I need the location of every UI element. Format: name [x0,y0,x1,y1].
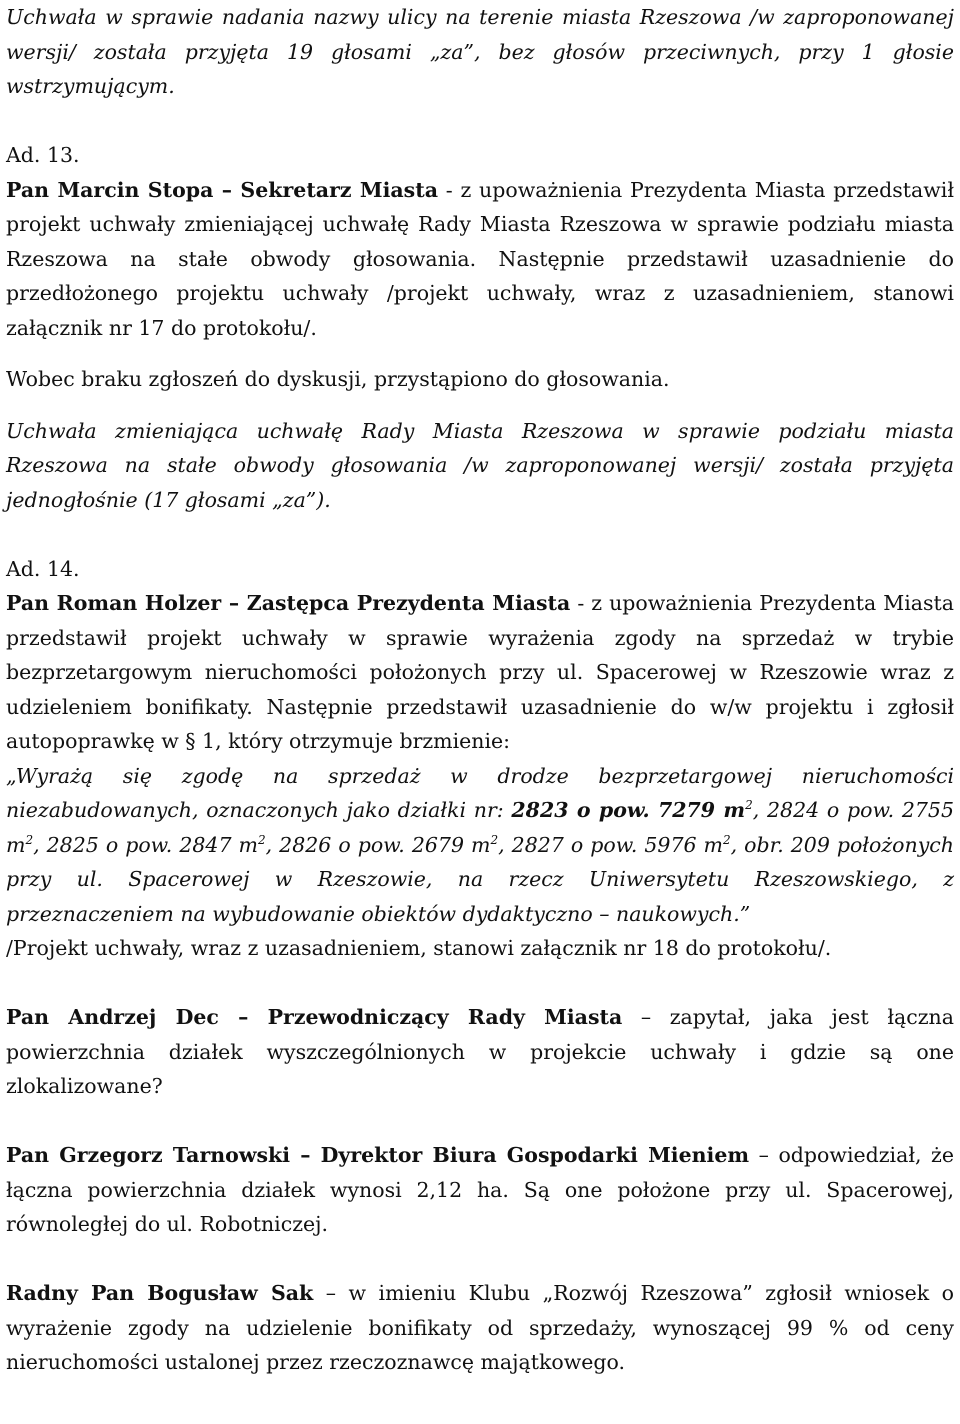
quote-part: 2823 o pow. 7279 m [511,798,746,822]
spacer [6,1242,954,1277]
spacer [6,966,954,1001]
speaker-name: Pan Andrzej Dec – Przewodniczący Rady Miasta [6,1005,623,1029]
presentation-text: - z upoważnienia Prezydenta Miasta przedstawił projekt uchwały w sprawie wyrażenia zgody na sprzedaż w trybie bezprzetargowym nieruchomości położonych przy ul. Spacerowej w Rzeszowie wraz z udzieleniem bonifikaty. Następnie przedstawił uzasadnienie do w/w projektu i zgłosił autopoprawkę w § 1, który otrzymuje brzmienie: [6,591,954,753]
presentation-text: - z upoważnienia Prezydenta Miasta przedstawił projekt uchwały zmieniającej uchwałę Rady Miasta Rzeszowa w sprawie podziału miasta Rzeszowa na stałe obwody głosowania. Następnie przedstawił uzasadnienie do przedłożonego projektu uchwały /projekt uchwały, wraz z uzasadnieniem, stanowi załącznik nr 17 do protokołu/. [6,177,954,340]
speaker-name: Radny Pan Bogusław Sak [6,1281,314,1305]
speaker-name: Pan Roman Holzer – Zastępca Prezydenta Miasta [6,591,571,615]
quote-part: , 2827 o pow. 5976 m [498,832,723,857]
answer-text: – odpowiedział, że łączna powierzchnia działek wynosi 2,12 ha. Są one położone przy ul. Spacerowej, równoległej do ul. Robotniczej. [6,1143,954,1236]
spacer [6,397,954,414]
ad13-presentation [6,173,954,346]
spacer [6,345,954,362]
speaker-name: Pan Marcin Stopa – Sekretarz Miasta [6,177,438,202]
agenda-heading-13: Ad. 13. [6,143,80,167]
quote-part: , obr. 209 położonych przy ul. Spacerowej w Rzeszowie, na rzecz Uniwersytetu Rzeszowskiego, z przeznaczeniem na wybudowanie obiektów dydaktyczno – naukowych.” [6,832,954,926]
resolution-text: Uchwała zmieniająca uchwałę Rady Miasta Rzeszowa w sprawie podziału miasta Rzeszowa na stałe obwody głosowania /w zaproponowanej wersji/ została przyjęta jednogłośnie [6,418,954,512]
ad13-discussion: Wobec braku zgłoszeń do dyskusji, przystąpiono do głosowania. [6,367,670,391]
question-text: – zapytał, jaka jest łączna powierzchnia działek wyszczególnionych w projekcie uchwały i gdzie są one zlokalizowane? [6,1005,954,1098]
superscript: 2 [745,798,753,813]
spacer [6,104,954,139]
motion-text: – w imieniu Klubu „Rozwój Rzeszowa” zgłosił wniosek o wyrażenie zgody na udzielenie bonifikaty od sprzedaży, wynoszącej 99 % od ceny nieruchomości ustalonej przez rzeczoznawcę majątkowego. [6,1281,954,1374]
ad14-presentation [6,586,954,759]
quote-part: , 2826 o pow. 2679 m [265,832,491,857]
superscript: 2 [490,832,499,847]
ad14-amendment-quote [6,759,954,932]
agenda-heading-14: Ad. 14. [6,556,80,581]
quote-part: , 2825 o pow. 2847 m [33,832,258,857]
ad13-resolution [6,414,954,518]
spacer [6,517,954,552]
ad14-answer [6,1138,954,1242]
ad14-attachment-note: /Projekt uchwały, wraz z uzasadnieniem, stanowi załącznik nr 18 do protokołu/. [6,936,832,960]
spacer [6,1104,954,1139]
resolution-votes: (17 głosami „za”). [144,487,331,512]
quote-part: „Wyrażą się zgodę na sprzedaż w drodze bezprzetargowej nieruchomości niezabudowanych, oznaczonych jako działki nr: [6,763,954,822]
ad14-question [6,1000,954,1104]
ad14-motion [6,1276,954,1380]
superscript: 2 [25,832,34,847]
speaker-name: Pan Grzegorz Tarnowski – Dyrektor Biura Gospodarki Mieniem [6,1143,750,1167]
resolution-street-naming: Uchwała w sprawie nadania nazwy ulicy na terenie miasta Rzeszowa /w zaproponowanej wersji/ została przyjęta 19 głosami „za”, bez głosów przeciwnych, przy 1 głosie wstrzymującym. [6,5,954,98]
document-page [6,0,954,1380]
superscript: 2 [257,832,266,847]
superscript: 2 [723,832,731,847]
quote-part: , 2824 o pow. 2755 m [6,798,954,857]
